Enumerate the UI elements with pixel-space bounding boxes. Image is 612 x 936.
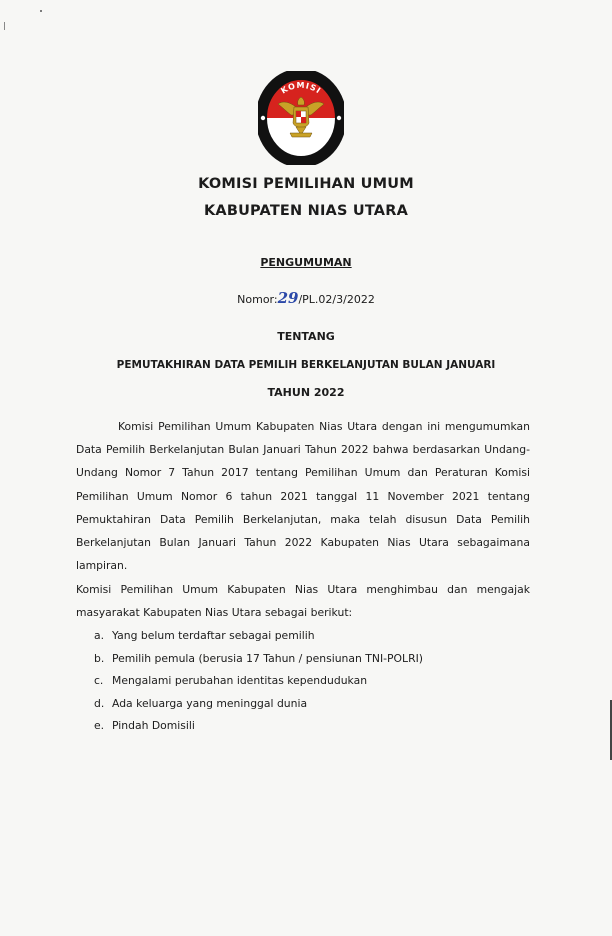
list-marker: c. [94,674,104,688]
list-text: Mengalami perubahan identitas kependudukan [112,674,368,688]
tentang-label: TENTANG [277,330,335,343]
scan-mark [4,22,5,30]
subject-title: PEMUTAKHIRAN DATA PEMILIH BERKELANJUTAN BULAN JANUARI [116,359,496,371]
list-marker: d. [94,696,105,710]
list-marker: a. [94,629,105,642]
handwritten-number: 29 [277,289,299,307]
scan-speck [40,10,42,12]
list-marker: e. [94,719,105,733]
header-line2: KABUPATEN NIAS UTARA [203,203,409,219]
svg-text:PEMILIHAN UMUM: PEMILIHAN UMUM [268,127,335,158]
list-item [94,693,423,716]
list-marker: b. [94,651,105,665]
kpu-logo-icon [258,71,344,165]
body-paragraph-2: Komisi Pemilihan Umum Kabupaten Nias Utara menghimbau dan mengajak masyarakat Kabupaten Nias Utara sebagai berikut: [76,583,530,619]
list-text: Pindah Domisili [112,719,195,733]
list-item [94,670,423,693]
list-item [94,648,423,671]
list-text: Pemilih pemula (berusia 17 Tahun / pensiunan TNI-POLRI) [112,651,423,665]
appeal-list [94,625,423,738]
list-text: Yang belum terdaftar sebagai pemilih [112,629,315,642]
list-text: Ada keluarga yang meninggal dunia [112,696,308,710]
announcement-number: Nomor:29/PL.02/3/2022 [237,289,375,307]
body-paragraph-1: Komisi Pemilihan Umum Kabupaten Nias Utara dengan ini mengumumkan Data Pemilih Berkelanjutan Bulan Januari Tahun 2022 bahwa berdasarkan Undang-Undang Nomor 7 Tahun 2017 tentang Pemilihan Umum dan Peraturan Komisi Pemilihan Umum Nomor 6 tahun 2021 tanggal 11 November 2021 tentang Pemuktahiran Data Pemilih Berkelanjutan, maka telah disusun Data Pemilih Berkelanjutan Bulan Januari Tahun 2022 Kabupaten Nias Utara sebagaimana lampiran. [76,420,530,573]
subject-year: TAHUN 2022 [267,386,345,399]
header-line1: KOMISI PEMILIHAN UMUM [198,176,414,192]
list-item [94,715,423,738]
list-item [94,625,423,648]
svg-text:KOMISI: KOMISI [279,80,323,96]
announcement-label: PENGUMUMAN [260,256,352,269]
